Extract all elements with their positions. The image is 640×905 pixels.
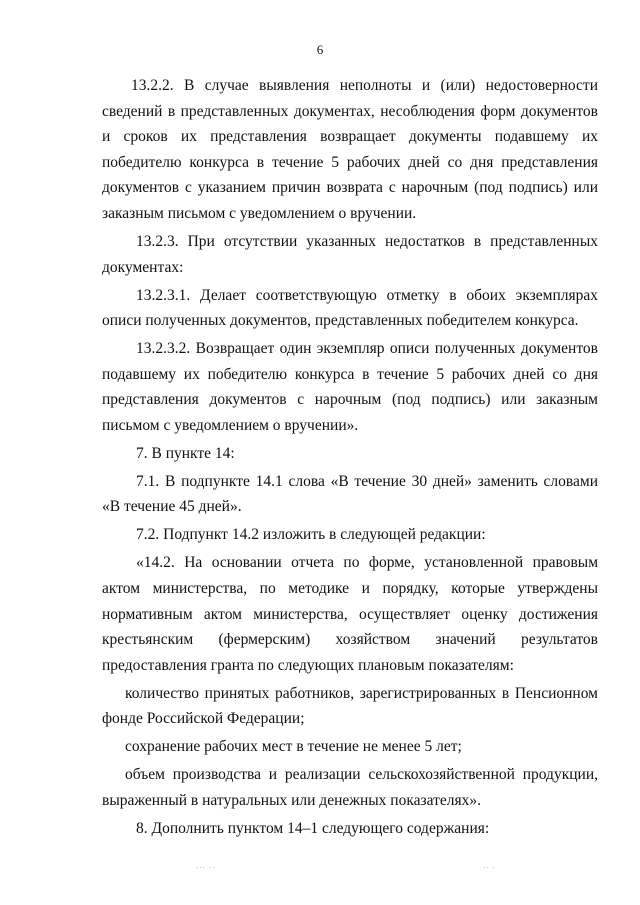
indicator-item: количество принятых работников, зарегистрированных в Пенсионном фонде Российской Федерации;	[102, 684, 598, 728]
paragraph-13-2-3-1: 13.2.3.1. Делает соответствующую отметку в обоих экземплярах описи полученных документов, представленных победителем конкурса.	[102, 286, 598, 330]
paragraph-13-2-2: 13.2.2. В случае выявления неполноты и (или) недостоверности сведений в представленных документах, несоблюдения форм документов и сроков их представления возвращает документы подавшему их победителю конкурса в течение 5 рабочих дней со дня представления документов с указанием причин возврата с нарочным (под подпись) или заказным письмом с уведомлением о вручении.	[102, 77, 598, 222]
indicator-item: сохранение рабочих мест в течение не менее 5 лет;	[125, 738, 462, 756]
paragraph-7-1: 7.1. В подпункте 14.1 слова «В течение 30 дней» заменить словами «В течение 45 дней».	[102, 472, 598, 516]
paragraph-13-2-3-2: 13.2.3.2. Возвращает один экземпляр описи полученных документов подавшему их победителю конкурса в течение 5 рабочих дней со дня представления документов с нарочным (под подпись) или заказным письмом с уведомлением о вручении».	[102, 340, 598, 434]
scan-artifact-mark: ··· ··	[196, 864, 216, 872]
paragraph-7: 7. В пункте 14:	[136, 444, 235, 462]
paragraph-13-2-3: 13.2.3. При отсутствии указанных недостатков в представленных документах:	[102, 232, 598, 276]
indicator-item: объем производства и реализации сельскохозяйственной продукции, выраженный в натуральных или денежных показателях».	[102, 766, 598, 809]
page-number: 6	[316, 42, 324, 57]
paragraph-14-2: «14.2. На основании отчета по форме, установленной правовым актом министерства, по методике и порядку, которые утверждены нормативным актом министерства, осуществляет оценку достижения крестьянским (фермерским) хозяйством значений результатов предоставления гранта по следующих плановым показателям:	[102, 554, 598, 674]
paragraph-7-2: 7.2. Подпункт 14.2 изложить в следующей редакции:	[136, 526, 486, 544]
scan-artifact-mark: ·· ·	[483, 864, 496, 872]
document-body	[102, 73, 598, 842]
paragraph-8: 8. Дополнить пунктом 14–1 следующего содержания:	[136, 819, 490, 837]
